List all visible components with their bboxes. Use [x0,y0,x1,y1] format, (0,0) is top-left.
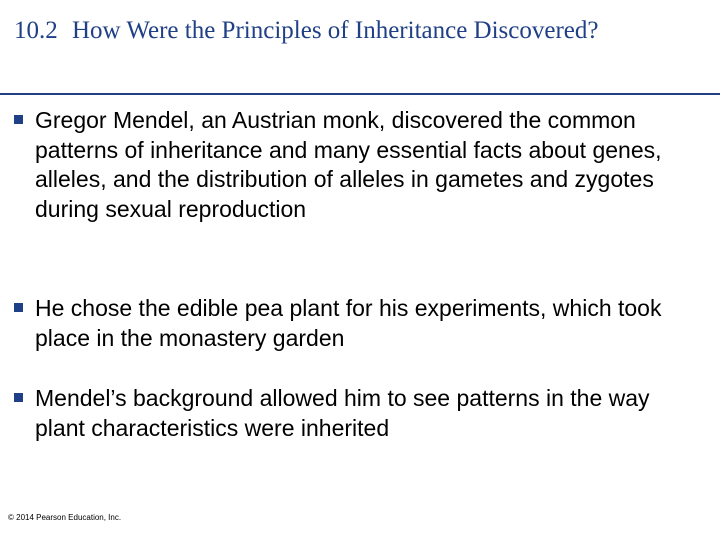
square-bullet-icon [14,115,23,124]
square-bullet-icon [14,303,23,312]
title-divider [0,93,720,95]
bullet-text: Mendel’s background allowed him to see patterns in the way plant characteristics were inherited [35,385,650,441]
title-text: How Were the Principles of Inheritance Discovered? [72,17,599,44]
section-number: 10.2 [14,17,58,44]
bullet-text: He chose the edible pea plant for his experiments, which took place in the monastery garden [35,295,662,351]
copyright-footer: © 2014 Pearson Education, Inc. [8,513,122,522]
square-bullet-icon [14,393,23,402]
bullet-text: Gregor Mendel, an Austrian monk, discovered the common patterns of inheritance and many essential facts about genes, alleles, and the distribution of alleles in gametes and zygotes during sexual reproduction [35,107,662,222]
